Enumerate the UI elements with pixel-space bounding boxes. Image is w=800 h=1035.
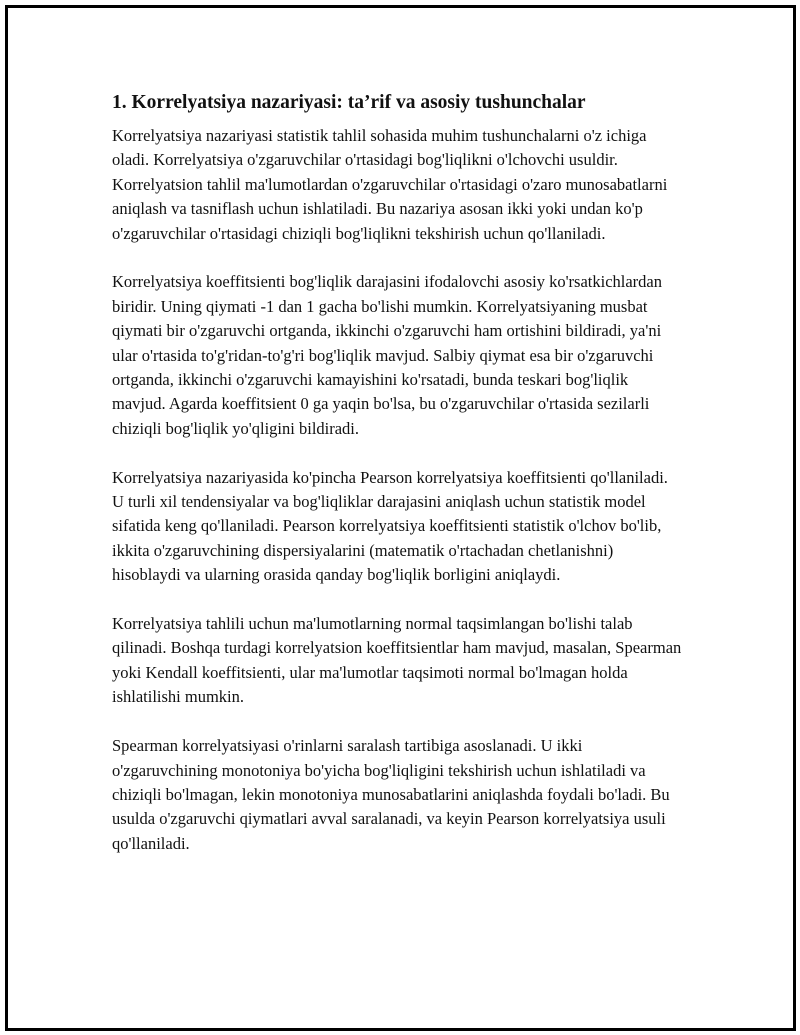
paragraph-spearman: Spearman korrelyatsiyasi o'rinlarni saralash tartibiga asoslanadi. U ikki o'zgaruvchining monotoniya bo'yicha bog'liqligini tekshirish uchun ishlatiladi va chiziqli bo'lmagan, lekin monotoniya munosabatlarini aniqlashda foydali bo'ladi. Bu usulda o'zgaruvchi qiymatlari avval saralanadi, va keyin Pearson korrelyatsiya usuli qo'llaniladi. [112,736,670,853]
section-heading: 1. Korrelyatsiya nazariyasi: ta’rif va asosiy tushunchalar [112,92,586,113]
paragraph-coefficient: Korrelyatsiya koeffitsienti bog'liqlik darajasini ifodalovchi asosiy ko'rsatkichlardan biridir. Uning qiymati -1 dan 1 gacha bo'lishi mumkin. Korrelyatsiyaning musbat qiymati bir o'zgaruvchi ortganda, ikkinchi o'zgaruvchi ham ortishini bildiradi, ya'ni ular o'rtasida to'g'ridan-to'g'ri bog'liqlik mavjud. Salbiy qiymat esa bir o'zgaruvchi ortganda, ikkinchi o'zgaruvchi kamayishini ko'rsatadi, bunda teskari bog'liqlik mavjud. Agarda koeffitsient 0 ga yaqin bo'lsa, bu o'zgaruvchilar o'rtasida sezilarli chiziqli bog'liqlik yo'qligini bildiradi. [112,272,663,438]
paragraph-pearson: Korrelyatsiya nazariyasida ko'pincha Pearson korrelyatsiya koeffitsienti qo'llaniladi. U turli xil tendensiyalar va bog'liqliklar darajasini aniqlash uchun statistik model sifatida keng qo'llaniladi. Pearson korrelyatsiya koeffitsienti statistik o'lchov bo'lib, ikkita o'zgaruvchining dispersiyalarini (matematik o'rtachadan chetlanishni) hisoblaydi va ularning orasida qanday bog'liqlik borligini aniqlaydi. [112,467,668,585]
paragraph-normal-distribution: Korrelyatsiya tahlili uchun ma'lumotlarning normal taqsimlangan bo'lishi talab qilinadi. Boshqa turdagi korrelyatsion koeffitsientlar ham mavjud, masalan, Spearman yoki Kendall koeffitsienti, ular ma'lumotlar taqsimoti normal bo'lmagan holda ishlatilishi mumkin. [112,614,682,707]
document-body [112,90,682,881]
paragraph-intro: Korrelyatsiya nazariyasi statistik tahlil sohasida muhim tushunchalarni o'z ichiga oladi. Korrelyatsiya o'zgaruvchilar o'rtasidagi bog'liqlikni o'lchovchi usuldir. Korrelyatsion tahlil ma'lumotlardan o'zgaruvchilar o'rtasidagi o'zaro munosabatlarni aniqlash va tasniflash uchun ishlatiladi. Bu nazariya asosan ikki yoki undan ko'p o'zgaruvchilar o'rtasidagi chiziqli bog'liqlikni tekshirish uchun qo'llaniladi. [112,126,668,243]
